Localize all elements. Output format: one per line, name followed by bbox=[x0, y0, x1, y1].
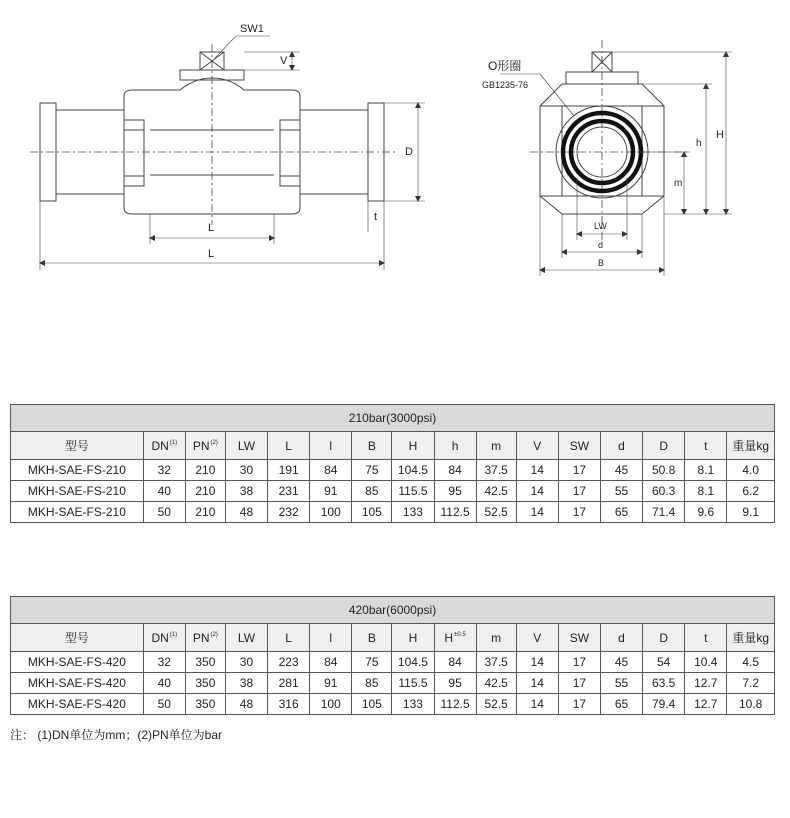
value-cell: 52.5 bbox=[476, 502, 516, 523]
header-superscript: (1) bbox=[169, 439, 178, 446]
value-cell: 8.1 bbox=[685, 481, 727, 502]
model-cell: MKH-SAE-FS-210 bbox=[11, 502, 144, 523]
column-header: d bbox=[600, 624, 642, 652]
value-cell: 50 bbox=[143, 502, 185, 523]
value-cell: 48 bbox=[225, 694, 267, 715]
value-cell: 42.5 bbox=[476, 481, 516, 502]
column-header: SW bbox=[558, 432, 600, 460]
column-header: 型号 bbox=[11, 432, 144, 460]
value-cell: 191 bbox=[268, 460, 310, 481]
header-superscript: (1) bbox=[169, 631, 178, 638]
label-b: B bbox=[598, 258, 605, 268]
label-l-outer: L bbox=[208, 248, 215, 260]
value-cell: 9.1 bbox=[727, 502, 775, 523]
value-cell: 17 bbox=[558, 481, 600, 502]
column-header: h bbox=[434, 432, 476, 460]
column-header: H bbox=[392, 432, 434, 460]
header-superscript: (2) bbox=[210, 631, 218, 638]
label-d-lower: d bbox=[598, 240, 604, 250]
column-header: B bbox=[352, 432, 392, 460]
header-superscript: (2) bbox=[210, 439, 218, 446]
table-row bbox=[11, 652, 775, 673]
label-m: m bbox=[674, 178, 683, 189]
value-cell: 75 bbox=[352, 460, 392, 481]
label-gb: GB1235-76 bbox=[482, 80, 529, 90]
value-cell: 115.5 bbox=[392, 673, 434, 694]
spec-table-420bar bbox=[10, 596, 775, 715]
column-header: m bbox=[476, 432, 516, 460]
table-title: 210bar(3000psi) bbox=[11, 405, 775, 432]
value-cell: 17 bbox=[558, 652, 600, 673]
value-cell: 17 bbox=[558, 460, 600, 481]
value-cell: 42.5 bbox=[476, 673, 516, 694]
value-cell: 55 bbox=[600, 673, 642, 694]
table-title: 420bar(6000psi) bbox=[11, 597, 775, 624]
column-header: B bbox=[352, 624, 392, 652]
label-sw1: SW1 bbox=[240, 23, 264, 35]
value-cell: 350 bbox=[185, 652, 225, 673]
value-cell: 232 bbox=[268, 502, 310, 523]
value-cell: 84 bbox=[434, 652, 476, 673]
value-cell: 71.4 bbox=[643, 502, 685, 523]
value-cell: 75 bbox=[352, 652, 392, 673]
value-cell: 17 bbox=[558, 673, 600, 694]
value-cell: 32 bbox=[143, 652, 185, 673]
table-row bbox=[11, 502, 775, 523]
value-cell: 65 bbox=[600, 694, 642, 715]
column-header: DN$^{(1)}$ bbox=[143, 624, 185, 652]
value-cell: 231 bbox=[268, 481, 310, 502]
model-cell: MKH-SAE-FS-210 bbox=[11, 481, 144, 502]
column-header: t bbox=[685, 432, 727, 460]
column-header: LW bbox=[225, 432, 267, 460]
front-view bbox=[530, 40, 690, 240]
column-header: PN$^{(2)}$ bbox=[185, 432, 225, 460]
column-header: l bbox=[310, 624, 352, 652]
table-row bbox=[11, 673, 775, 694]
value-cell: 52.5 bbox=[476, 694, 516, 715]
value-cell: 37.5 bbox=[476, 652, 516, 673]
value-cell: 38 bbox=[225, 481, 267, 502]
value-cell: 133 bbox=[392, 502, 434, 523]
technical-drawing bbox=[0, 0, 790, 300]
value-cell: 14 bbox=[516, 694, 558, 715]
value-cell: 60.3 bbox=[643, 481, 685, 502]
value-cell: 50 bbox=[143, 694, 185, 715]
column-header: $H^{\pm 0.5}$ bbox=[434, 624, 476, 652]
value-cell: 7.2 bbox=[727, 673, 775, 694]
value-cell: 4.0 bbox=[727, 460, 775, 481]
value-cell: 95 bbox=[434, 673, 476, 694]
column-header: 重量kg bbox=[727, 432, 775, 460]
column-header: PN$^{(2)}$ bbox=[185, 624, 225, 652]
value-cell: 85 bbox=[352, 673, 392, 694]
column-header: 重量kg bbox=[727, 624, 775, 652]
column-header: D bbox=[643, 432, 685, 460]
column-header: d bbox=[600, 432, 642, 460]
value-cell: 91 bbox=[310, 481, 352, 502]
label-h-lower: h bbox=[696, 138, 702, 149]
side-view bbox=[30, 36, 425, 270]
value-cell: 100 bbox=[310, 694, 352, 715]
header-superscript: ±0.5 bbox=[454, 631, 466, 638]
label-t: t bbox=[374, 211, 378, 223]
value-cell: 65 bbox=[600, 502, 642, 523]
label-lw: LW bbox=[594, 221, 607, 231]
value-cell: 12.7 bbox=[685, 673, 727, 694]
value-cell: 105 bbox=[352, 502, 392, 523]
column-header: V bbox=[516, 432, 558, 460]
table-row bbox=[11, 694, 775, 715]
value-cell: 210 bbox=[185, 502, 225, 523]
value-cell: 210 bbox=[185, 481, 225, 502]
value-cell: 10.4 bbox=[685, 652, 727, 673]
value-cell: 6.2 bbox=[727, 481, 775, 502]
value-cell: 84 bbox=[434, 460, 476, 481]
value-cell: 48 bbox=[225, 502, 267, 523]
value-cell: 95 bbox=[434, 481, 476, 502]
column-header: LW bbox=[225, 624, 267, 652]
label-o-ring: O形圈 bbox=[488, 59, 522, 73]
table-row bbox=[11, 460, 775, 481]
label-l-inner: L bbox=[208, 222, 215, 234]
value-cell: 37.5 bbox=[476, 460, 516, 481]
column-header: V bbox=[516, 624, 558, 652]
value-cell: 210 bbox=[185, 460, 225, 481]
value-cell: 112.5 bbox=[434, 502, 476, 523]
value-cell: 14 bbox=[516, 652, 558, 673]
value-cell: 14 bbox=[516, 673, 558, 694]
value-cell: 84 bbox=[310, 460, 352, 481]
value-cell: 350 bbox=[185, 694, 225, 715]
label-v: V bbox=[280, 55, 288, 67]
value-cell: 100 bbox=[310, 502, 352, 523]
footnote: 注： (1)DN单位为mm；(2)PN单位为bar bbox=[10, 728, 223, 742]
value-cell: 104.5 bbox=[392, 460, 434, 481]
value-cell: 50.8 bbox=[643, 460, 685, 481]
value-cell: 38 bbox=[225, 673, 267, 694]
label-h-upper: H bbox=[716, 129, 724, 141]
value-cell: 17 bbox=[558, 694, 600, 715]
value-cell: 84 bbox=[310, 652, 352, 673]
value-cell: 14 bbox=[516, 460, 558, 481]
value-cell: 8.1 bbox=[685, 460, 727, 481]
value-cell: 104.5 bbox=[392, 652, 434, 673]
model-cell: MKH-SAE-FS-210 bbox=[11, 460, 144, 481]
value-cell: 45 bbox=[600, 652, 642, 673]
value-cell: 85 bbox=[352, 481, 392, 502]
value-cell: 63.5 bbox=[643, 673, 685, 694]
column-header: l bbox=[310, 432, 352, 460]
value-cell: 32 bbox=[143, 460, 185, 481]
value-cell: 223 bbox=[268, 652, 310, 673]
value-cell: 281 bbox=[268, 673, 310, 694]
value-cell: 12.7 bbox=[685, 694, 727, 715]
column-header: SW bbox=[558, 624, 600, 652]
column-header: D bbox=[643, 624, 685, 652]
value-cell: 316 bbox=[268, 694, 310, 715]
column-header: L bbox=[268, 432, 310, 460]
model-cell: MKH-SAE-FS-420 bbox=[11, 673, 144, 694]
model-cell: MKH-SAE-FS-420 bbox=[11, 652, 144, 673]
column-header: t bbox=[685, 624, 727, 652]
value-cell: 112.5 bbox=[434, 694, 476, 715]
value-cell: 79.4 bbox=[643, 694, 685, 715]
value-cell: 30 bbox=[225, 652, 267, 673]
value-cell: 9.6 bbox=[685, 502, 727, 523]
value-cell: 40 bbox=[143, 481, 185, 502]
value-cell: 17 bbox=[558, 502, 600, 523]
value-cell: 45 bbox=[600, 460, 642, 481]
value-cell: 91 bbox=[310, 673, 352, 694]
value-cell: 14 bbox=[516, 481, 558, 502]
model-cell: MKH-SAE-FS-420 bbox=[11, 694, 144, 715]
label-d-upper: D bbox=[405, 146, 413, 158]
table-row bbox=[11, 481, 775, 502]
value-cell: 30 bbox=[225, 460, 267, 481]
spec-table-210bar bbox=[10, 404, 775, 523]
value-cell: 40 bbox=[143, 673, 185, 694]
column-header: 型号 bbox=[11, 624, 144, 652]
column-header: DN$^{(1)}$ bbox=[143, 432, 185, 460]
column-header: H bbox=[392, 624, 434, 652]
value-cell: 4.5 bbox=[727, 652, 775, 673]
column-header: L bbox=[268, 624, 310, 652]
value-cell: 14 bbox=[516, 502, 558, 523]
value-cell: 133 bbox=[392, 694, 434, 715]
value-cell: 350 bbox=[185, 673, 225, 694]
value-cell: 55 bbox=[600, 481, 642, 502]
column-header: m bbox=[476, 624, 516, 652]
value-cell: 54 bbox=[643, 652, 685, 673]
value-cell: 115.5 bbox=[392, 481, 434, 502]
value-cell: 10.8 bbox=[727, 694, 775, 715]
value-cell: 105 bbox=[352, 694, 392, 715]
